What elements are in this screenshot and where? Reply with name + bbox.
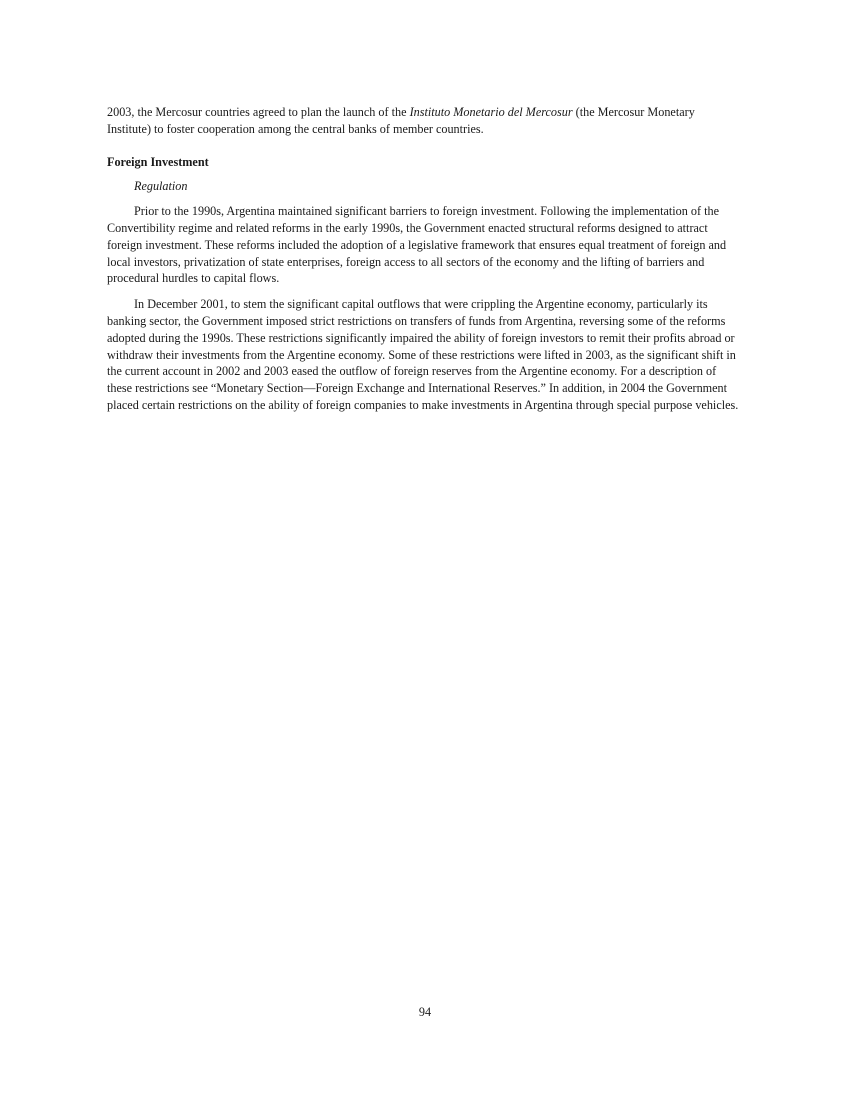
continuation-text-start: 2003, the Mercosur countries agreed to plan the launch of the xyxy=(107,105,410,119)
body-paragraph-2: In December 2001, to stem the significant capital outflows that were crippling the Argentine economy, particularly its banking sector, the Government imposed strict restrictions on transfers of funds from Argentina, reversing some of the reforms adopted during the 1990s. These restrictions significantly impaired the ability of foreign investors to remit their profits abroad or withdraw their investments from the Argentine economy. Some of these restrictions were lifted in 2003, as the significant shift in the current account in 2002 and 2003 eased the outflow of foreign reserves from the Argentine economy. For a description of these restrictions see “Monetary Section—Foreign Exchange and International Reserves.” In addition, in 2004 the Government placed certain restrictions on the ability of foreign companies to make investments in Argentina through special purpose vehicles. xyxy=(107,297,739,412)
page-number: 94 xyxy=(418,1005,432,1019)
institute-name-italic: Instituto Monetario del Mercosur xyxy=(409,105,573,119)
page-content xyxy=(107,104,740,423)
continuation-paragraph xyxy=(107,104,740,138)
body-paragraph-1: Prior to the 1990s, Argentina maintained significant barriers to foreign investment. Following the implementation of the Convertibility regime and related reforms in the early 1990s, the Government enacted structural reforms designed to attract foreign investment. These reforms included the adoption of a legislative framework that ensures equal treatment of foreign and local investors, privatization of state enterprises, foreign access to all sectors of the economy and the lifting of barriers and procedural hurdles to capital flows. xyxy=(107,204,727,286)
subheading: Regulation xyxy=(134,179,188,194)
continuation-text-end: (the Mercosur Monetary Institute) to foster cooperation among the central banks of member countries. xyxy=(107,105,695,136)
section-heading: Foreign Investment xyxy=(107,154,209,169)
